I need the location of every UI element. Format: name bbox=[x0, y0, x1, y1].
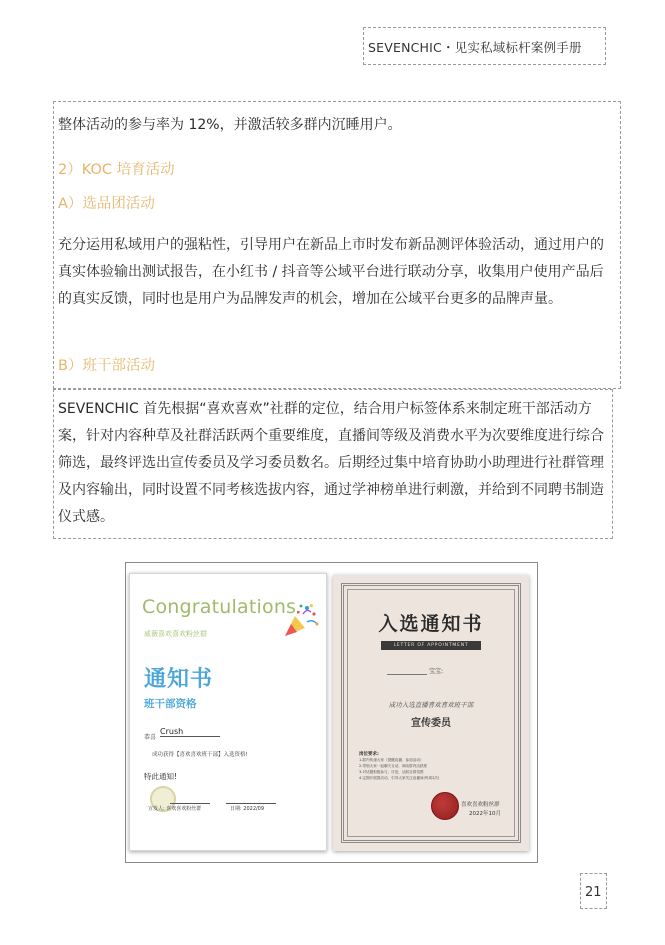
role-text: 班干部资格 bbox=[144, 698, 197, 710]
party-popper-icon bbox=[281, 602, 321, 638]
appointment-text: 成功入选直播喜欢喜欢班干部 bbox=[388, 701, 474, 709]
wax-seal-icon bbox=[431, 792, 459, 820]
subsection-heading-class-leader: B）班干部活动 bbox=[58, 358, 155, 374]
section-heading-koc: 2）KOC 培育活动 bbox=[58, 162, 175, 178]
duty-title: 岗位要求: bbox=[359, 752, 379, 757]
paragraph-participation: 整体活动的参与率为 12%，并激活较多群内沉睡用户。 bbox=[58, 117, 402, 133]
signature-line bbox=[170, 803, 210, 804]
duty-item: 1.群内传递大家（提醒直播、参加活动） bbox=[359, 758, 424, 762]
group-name: 威薇喜欢喜欢粉丝群 bbox=[144, 630, 207, 638]
recipient-label: 恭喜 bbox=[144, 734, 157, 741]
subsection-heading-selection: A）选品团活动 bbox=[58, 196, 155, 212]
duty-item: 4.定期开展群活动，引导大家关注直播间(每周2次) bbox=[359, 776, 440, 780]
appointment-certificate-right bbox=[333, 575, 529, 851]
page-number: 21 bbox=[585, 885, 602, 900]
date-line bbox=[226, 803, 276, 804]
paragraph-class-leader: SEVENCHIC 首先根据“喜欢喜欢”社群的定位，结合用户标签体系来制定班干部活动方案，针对内容种草及社群活跃两个重要维度，直播间等级及消费水平为次要维度进行综合筛选，最终评选出宣传委员及学习委员数名。后期经过集中培育协助小助理进行社群管理及内容输出，同时设置不同考核选拔内容，通过学神榜单进行刺激，并给到不同聘书制造仪式感。 bbox=[58, 401, 604, 525]
duty-item: 2.带领大家一起聊天互动，调动群内活跃度 bbox=[359, 764, 428, 768]
header-title: SEVENCHIC・见实私域标杆案例手册 bbox=[368, 40, 582, 55]
notice-title: 通知书 bbox=[144, 667, 214, 692]
appointment-title: 入选通知书 bbox=[378, 613, 484, 635]
appointment-banner: LETTER OF APPOINTMENT bbox=[381, 641, 481, 650]
issuer-text: 宣发人: 喜欢喜欢粉丝群 bbox=[148, 806, 202, 812]
notice-certificate-left bbox=[129, 573, 327, 851]
special-notice: 特此通知! bbox=[144, 772, 178, 781]
issuer-text: 喜欢喜欢粉丝群 bbox=[461, 802, 500, 808]
congratulations-text: Congratulations bbox=[142, 596, 297, 618]
success-text: 成功获得【喜欢喜欢班干部】入选资格! bbox=[152, 752, 248, 758]
appointment-role: 宣传委员 bbox=[411, 718, 451, 729]
paragraph-selection: 充分运用私域用户的强粘性，引导用户在新品上市时发布新品测评体验活动，通过用户的真实体验输出测试报告，在小红书 / 抖音等公域平台进行联动分享，收集用户使用产品后的真实反馈，同时也是用户为品牌发声的机会，增加在公域平台更多的品牌声量。 bbox=[58, 237, 604, 307]
date-text: 日期: 2022/09 bbox=[230, 806, 265, 812]
duty-item: 3.对话题积极参与、讨论，活跃社群氛围 bbox=[359, 770, 424, 774]
recipient-name: Crush bbox=[160, 727, 220, 737]
salutation: 宝宝: bbox=[429, 668, 444, 675]
date-text: 2022年10月 bbox=[469, 811, 501, 817]
name-line bbox=[387, 674, 427, 675]
